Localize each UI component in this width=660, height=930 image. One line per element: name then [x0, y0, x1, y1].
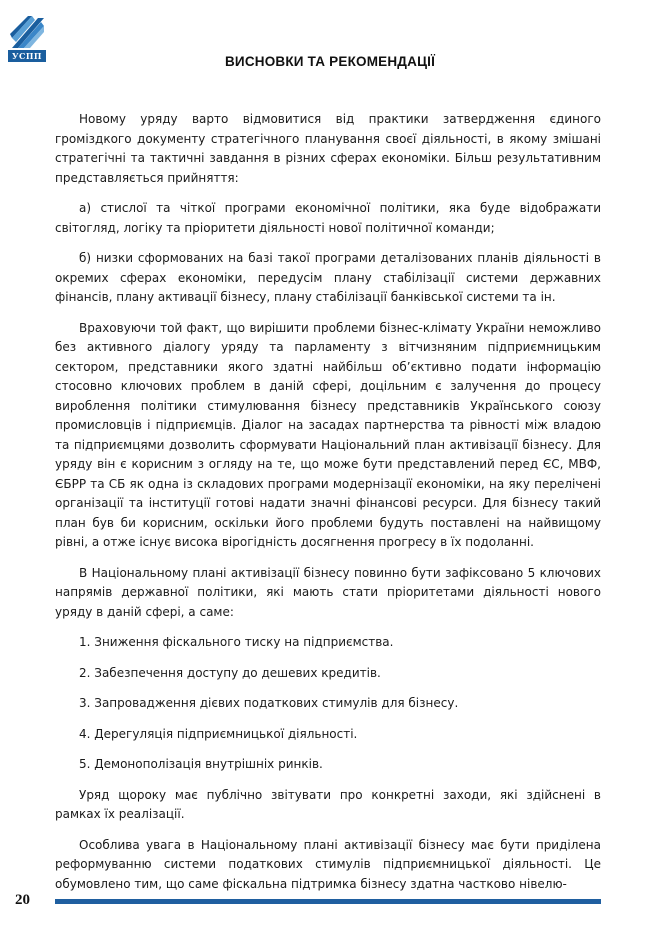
paragraph: Уряд щороку має публічно звітувати про конкретні заходи, які здійснені в рамках їх реалізації. — [55, 787, 601, 821]
section-heading: ВИСНОВКИ ТА РЕКОМЕНДАЦІЇ — [224, 54, 436, 69]
paragraph: Новому уряду варто відмовитися від практики затвердження єдиного громіздкого документу стратегічного планування своєї діяльності, в якому змішані стратегічні та тактичні завдання в різних сферах економіки. Більш результативним представляється прийняття: — [55, 112, 601, 185]
paragraph: Враховуючи той факт, що вирішити проблеми бізнес-клімату України неможливо без активного діалогу уряду та парламенту з вітчизняним підприємницьким сектором, представники якого здатні найбільш об’єктивно подати інформацію стосовно ключових проблем в даній сфері, доцільним є залучення до процесу вироблення політики стимулювання бізнесу представників Українського союзу промисловців і підприємців. Діалог на засадах партнерства та рівності між владою та підприємцями дозволить сформувати Національний план активізації бізнесу. Для уряду він є корисним з огляду на те, що може бути представлений перед ЄС, МВФ, ЄБРР та СБ як одна із складових програми модернізації економіки, на яку перелічені організації та інституції готові надати значні фінансові ресурси. Для бізнесу такий план був би корисним, оскільки його проблеми будуть поставлені на найвищому рівні, а отже існує висока вірогідність досягнення прогресу в їх подоланні. — [55, 320, 601, 549]
paragraph: б) низки сформованих на базі такої програми деталізованих планів діяльності в окремих сферах економіки, передусім плану стабілізації системи державних фінансів, плану активації бізнесу, плану стабілізації банківської системи та ін. — [55, 251, 601, 304]
page-number: 20 — [15, 892, 30, 908]
list-item: 5. Демонополізація внутрішніх ринків. — [79, 757, 323, 771]
logo-emblem-icon — [8, 14, 46, 52]
list-item: 3. Запровадження дієвих податкових стимулів для бізнесу. — [79, 696, 459, 710]
list-item: 2. Забезпечення доступу до дешевих кредитів. — [79, 665, 381, 680]
list-item: 1. Зниження фіскального тиску на підприємства. — [79, 635, 394, 649]
footer-divider — [55, 899, 601, 904]
paragraph: В Національному плані активізації бізнесу повинно бути зафіксовано 5 ключових напрямів державної політики, які мають стати пріоритетами діяльності нового уряду в даній сфері, а саме: — [55, 565, 601, 619]
document-body — [55, 110, 601, 905]
paragraph: а) стислої та чіткої програми економічної політики, яка буде відображати світогляд, логіку та пріоритети діяльності нової політичної команди; — [55, 201, 601, 235]
list-item: 4. Дерегуляція підприємницької діяльності. — [79, 726, 358, 741]
paragraph: Особлива увага в Національному плані активізації бізнесу має бути приділена реформуванню системи податкових стимулів підприємницької діяльності. Це обумовлено тим, що саме фіскальна підтримка бізнесу здатна частково нівелю- — [55, 837, 601, 891]
logo-caption: УСПП — [8, 50, 46, 62]
